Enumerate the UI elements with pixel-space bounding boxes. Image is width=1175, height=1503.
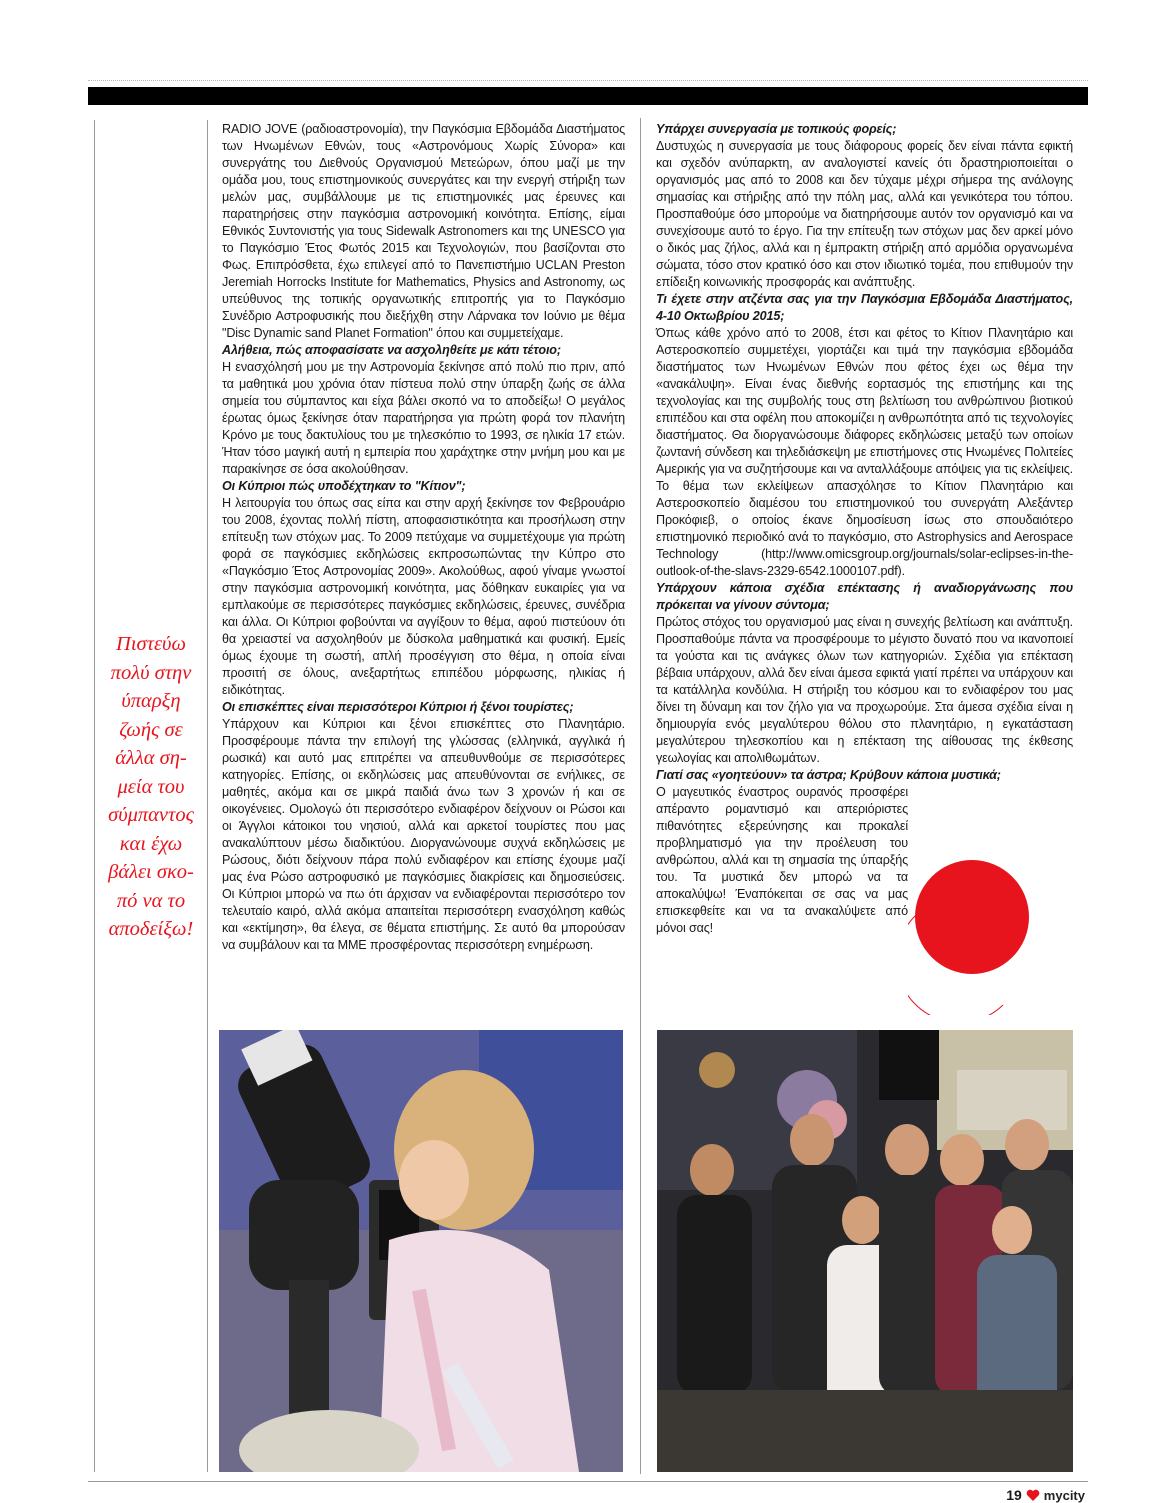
article-paragraph: Όπως κάθε χρόνο από το 2008, έτσι και φέτος το Κίτιον Πλανητάριο και Αστεροσκοπείο συμμετέχει, γιορτάζει και τιμά την παγκόσμια εβδομάδα διαστήματος των Ηνωμένων Εθνών που φέτος έχει ως θέμα την «ανακάλυψη». Είναι ένας διεθνής εορτασμός της επιστήμης και της τεχνολογίας και της συμβολής τους στη βελτίωση του ανθρώπινου βιοτικού επιπέδου και στα οφέλη που αποκομίζει η ανθρωπότητα από τις τεχνολογίες διαστήματος. Θα διοργανώσουμε διάφορες εκδηλώσεις μεταξύ των οποίων ζωντανή σύνδεση και τηλεδιάσκεψη με επιστήμονες στις Ηνωμένες Πολιτείες Αμερικής για να συζητήσουμε και να ανταλλάξουμε απόψεις για τις εκλείψεις. Το θέμα των εκλείψεων απασχόλησε το Κίτιον Πλανητάριο και Αστεροσκοπείο διαμέσου του επιστημονικού του συνεργάτη Αλεξάντερ Προκόφιεβ, ο οποίος έκανε δημοσίευση ίσως στο σπουδαιότερο επιστημονικό περιοδικό ανά το παγκόσμιο, στο Astrophysics and Aerospace Technology (http://www.omicsgroup.org/journals/solar-eclipses-in-the-outlook-of-the-slavs-2329-6542.1000107.pdf).	[656, 326, 1073, 578]
brand-name: mycity	[1043, 1487, 1085, 1503]
article-column-1	[222, 121, 625, 954]
article-paragraph: Υπάρχουν και Κύπριοι και ξένοι επισκέπτες στο Πλανητάριο. Προσφέρουμε πάντα την επιλογή της γλώσσας (ελληνικά, αγγλικά ή ρωσικά) και αυτό μας επιτρέπει να απευθυνθούμε σε περισσότερες κατηγορίες. Επίσης, οι εκδηλώσεις μας απευθύνονται σε ενήλικες, σε μαθητές, ακόμα και σε μικρά παιδιά άνω των 3 χρονών ή και σε οικογένειες. Ομολογώ ότι περισσότερο ενδιαφέρον δείχνουν οι Ρώσοι και οι Άγγλοι κάτοικοι του νησιού, αλλά και αρκετοί τουρίστες που μας ανακαλύπτουν μέσω διαδικτύου. Διοργανώνουμε συχνά εκδηλώσεις με Ρώσους, διότι δείχνουν πάρα πολύ ενδιαφέρον και επίσης έχουμε μαζί μας ένα Ρώσο αστροφυσικό με παγκόσμιες διακρίσεις και δημοσιεύσεις. Οι Κύπριοι μπορώ να πω ότι άρχισαν να ενδιαφέρονται περισσότερο τον τελευταίο καιρό, αλλά ακόμα απαιτείται περισσότερη ενασχόληση καθώς και «εκτίμηση», θα έλεγα, σε θέματα επιστήμης. Σε αυτό θα μπορούσαν να συμβάλουν και τα ΜΜΕ προσφέροντας περισσότερη ενημέρωση.	[222, 717, 625, 952]
interview-question: Υπάρχουν κάποια σχέδια επέκτασης ή αναδιοργάνωσης που πρόκειται να γίνουν σύντομα;	[656, 581, 1073, 612]
top-black-bar	[88, 87, 1088, 105]
red-arc-decoration	[908, 855, 1028, 1015]
photo-group-planetarium	[657, 1030, 1073, 1472]
top-dotted-rule	[88, 80, 1088, 81]
interview-question: Γιατί σας «γοητεύουν» τα άστρα; Κρύβουν κάποια μυστικά;	[656, 768, 1001, 782]
column-divider	[640, 118, 641, 1474]
article-paragraph: Πρώτος στόχος του οργανισμού μας είναι η συνεχής βελτίωση και ανάπτυξη. Προσπαθούμε πάντα να προσφέρουμε το μέγιστο δυνατό που να ικανοποιεί τα γούστα και τις ανάγκες όλων των κατηγοριών. Σχέδια για επέκταση βέβαια υπάρχουν, αλλά δεν είναι άμεσα εφικτά γιατί πρέπει να υπάρχουν και τα κατάλληλα κονδύλια. Η στήριξη του κόσμου και το ενδιαφέρον του μας δίνει τη δύναμη και τον ζήλο για να προχωρούμε. Στα άμεσα σχέδια είναι η δημιουργία ενός μεγαλύτερου θόλου στο πλανητάριο, η εγκατάσταση μεγαλύτερου τηλεσκοπίου και η επέκταση της αίθουσας της έκθεσης γεωλογίας και απολιθωμάτων.	[656, 615, 1073, 765]
interview-question: Τι έχετε στην ατζέντα σας για την Παγκόσμια Εβδομάδα Διαστήματος, 4-10 Οκτωβρίου 2015;	[656, 292, 1073, 323]
interview-question: Αλήθεια, πώς αποφασίσατε να ασχοληθείτε με κάτι τέτοιο;	[222, 343, 561, 357]
page-footer	[1006, 1487, 1085, 1503]
page-number: 19	[1006, 1487, 1022, 1503]
sidebar-right-rule	[207, 120, 208, 1472]
interview-question: Οι επισκέπτες είναι περισσότεροι Κύπριοι ή ξένοι τουρίστες;	[222, 700, 574, 714]
pull-quote: Πιστεύω πολύ στην ύπαρξη ζωής σε άλλα ση-μεία του σύμπαντος και έχω βάλει σκο-πό να το αποδείξω!	[108, 633, 194, 940]
article-paragraph: RADIO JOVE (ραδιοαστρονομία), την Παγκόσμια Εβδομάδα Διαστήματος των Ηνωμένων Εθνών, τους «Αστρονόμους Χωρίς Σύνορα» και συνεργάτης του Διεθνούς Οργανισμού Μετεώρων, όπου μαζί με την ομάδα μου, τους επιστημονικούς συνεργάτες και την ενεργή στήριξη των μελών μας, συμβάλλουμε με τις επιστημονικές μας έρευνες και παρατηρήσεις στην παγκόσμια αστρονομική κοινότητα. Επίσης, είμαι Εθνικός Συντονιστής για τους Sidewalk Astronomers και της UNESCO για το Παγκόσμιο Έτος Φωτός 2015 και Τεχνολογιών, που βασίζονται στο Φως. Επιπρόσθετα, έχω επιλεγεί από το Πανεπιστήμιο UCLAN Preston Jeremiah Horrocks Institute for Mathematics, Physics and Astronomy, ως υπεύθυνος της τοπικής οργανωτικής επιτροπής για το Παγκόσμιο Συνέδριο Αστροφυσικής που διεξήχθη στην Λάρνακα τον Ιούνιο με θέμα "Disc Dynamic sand Planet Formation" όπου και συμμετείχαμε.	[222, 122, 625, 340]
article-column-2	[656, 121, 1073, 937]
sidebar-left-rule	[94, 120, 95, 1472]
article-paragraph: Ο μαγευτικός έναστρος ουρανός προσφέρει απέραντο ρομαντισμό και απεριόριστες πιθανότητες εξερεύνησης και προκαλεί προβληματισμό για την προέλευση του ανθρώπου, αλλά και τη σημασία της ύπαρξής του. Τα μυστικά δεν μπορώ να τα αποκαλύψω! Έναπόκειται σε σας να μας επισκεφθείτε και να τα ανακαλύψετε από μόνοι σας!	[656, 785, 908, 935]
photo-child-telescope	[219, 1030, 623, 1472]
photo-group-illustration	[657, 1030, 1073, 1472]
interview-question: Υπάρχει συνεργασία με τοπικούς φορείς;	[656, 122, 897, 136]
article-paragraph: Δυστυχώς η συνεργασία με τους διάφορους φορείς δεν είναι πάντα εφικτή και σχεδόν ανύπαρκτη, αν αναλογιστεί κανείς ότι δραστηριοποιείται ο οργανισμός μας από το 2008 και δεν τύχαμε μέχρι σήμερα της ανάλογης σημασίας και στήριξης από την πόλη μας, αλλά και γενικότερα του τόπου. Προσπαθούμε όσο μπορούμε να διατηρήσουμε αυτόν τον οργανισμό και να συνεχίσουμε αυτό το έργο. Για την επίτευξη των στόχων μας δεν αρκεί μόνο ο δικός μας ζήλος, αλλά και η έμπρακτη στήριξη από αρμόδια οργανωμένα σώματα, τόσο στον κρατικό όσο και στον ιδιωτικό τομέα, που επιθυμούν την επίδειξη κοινωνικής προσφοράς και ανάπτυξης.	[656, 139, 1073, 289]
photo-child-telescope-illustration	[219, 1030, 623, 1472]
bottom-rule	[88, 1481, 1088, 1482]
article-paragraph: Η ενασχόλησή μου με την Αστρονομία ξεκίνησε από πολύ πιο πριν, από τα μαθητικά μου χρόνια όταν πίστευα πολύ στην ύπαρξη ζωής σε άλλα σημεία του σύμπαντος και είχα βάλει σκοπό να το αποδείξω! Ο μεγάλος έρωτας όμως ξεκίνησε όταν παρατήρησα για πρώτη φορά τον πλανήτη Κρόνο με τους δακτυλίους του με τηλεσκόπιο το 1993, σε ηλικία 17 ετών. Ήταν τόσο μαγική αυτή η εμπειρία που χαράχτηκε στην μνήμη μου και με παρακίνησε σε όσα ακολούθησαν.	[222, 360, 625, 476]
article-paragraph: Η λειτουργία του όπως σας είπα και στην αρχή ξεκίνησε τον Φεβρουάριο του 2008, έχοντας πολλή πίστη, αποφασιστικότητα και προσήλωση στην επίτευξη των στόχων μας. Το 2009 πετύχαμε να συμμετέχουμε για πρώτη φορά σε παγκόσμιες εκδηλώσεις εκπροσωπώντας την Κύπρο στο «Παγκόσμιο Έτος Αστρονομίας 2009». Ακολούθως, αφού γίναμε γνωστοί στην παγκόσμια αστρονομική κοινότητα, μας δόθηκαν ευκαιρίες για να εμπλακούμε σε περισσότερες παγκόσμιες εκδηλώσεις, έρευνες, συνέδρια και άλλα. Οι Κύπριοι φοβούνται να αγγίξουν το θέμα, αφού πιστεύουν ότι θα χρειαστεί να ασχοληθούν με δύσκολα μαθηματικά και φυσική. Εμείς όμως έχουμε τη σωστή, απλή προσέγγιση στο θέμα, η οποία είναι προσιτή σε όλους, ανεξαρτήτως επιπέδου μόρφωσης, ηλικίας ή ειδικότητας.	[222, 496, 625, 697]
interview-question: Οι Κύπριοι πώς υποδέχτηκαν το "Κίτιον";	[222, 479, 466, 493]
